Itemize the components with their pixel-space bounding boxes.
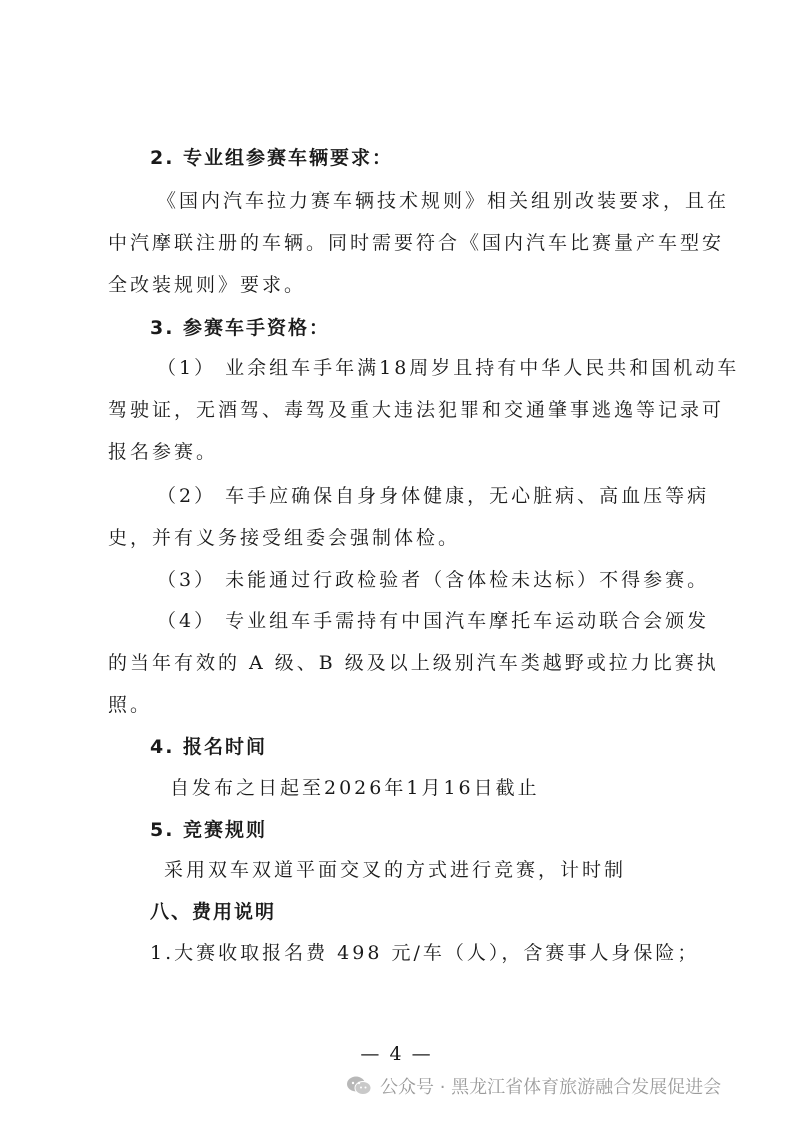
paragraph-line: （4） 专业组车手需持有中国汽车摩托车运动联合会颁发 <box>157 610 710 632</box>
paragraph-line: 的当年有效的 A 级、B 级及以上级别汽车类越野或拉力比赛执 <box>108 652 719 674</box>
heading-registration-time: 4. 报名时间 <box>150 736 268 758</box>
heading-vehicle-requirements: 2. 专业组参赛车辆要求： <box>150 147 394 169</box>
paragraph-line: 采用双车双道平面交叉的方式进行竞赛，计时制 <box>164 859 627 881</box>
heading-driver-qualification: 3. 参赛车手资格： <box>150 317 331 339</box>
heading-competition-rules: 5. 竞赛规则 <box>150 819 268 841</box>
paragraph-line: 照。 <box>108 694 153 716</box>
watermark-text: 公众号 · 黑龙江省体育旅游融合发展促进会 <box>380 1077 722 1098</box>
wechat-icon <box>346 1075 372 1097</box>
paragraph-line: （2） 车手应确保自身身体健康，无心脏病、高血压等病 <box>157 485 710 507</box>
page-number: — 4 — <box>360 1043 433 1065</box>
paragraph-line: （3） 未能通过行政检验者（含体检未达标）不得参赛。 <box>157 569 710 591</box>
paragraph-line: 《国内汽车拉力赛车辆技术规则》相关组别改装要求，且在 <box>157 190 730 212</box>
paragraph-line: 驾驶证，无酒驾、毒驾及重大违法犯罪和交通肇事逃逸等记录可 <box>108 399 725 421</box>
paragraph-line: 1.大赛收取报名费 498 元/车（人），含赛事人身保险； <box>150 942 700 964</box>
paragraph-line: 报名参赛。 <box>108 441 219 463</box>
paragraph-line: 中汽摩联注册的车辆。同时需要符合《国内汽车比赛量产车型安 <box>108 232 725 254</box>
paragraph-line: （1） 业余组车手年满18周岁且持有中华人民共和国机动车 <box>157 357 740 379</box>
paragraph-line: 自发布之日起至2026年1月16日截止 <box>170 777 540 799</box>
watermark <box>346 1073 721 1099</box>
heading-fee-description: 八、费用说明 <box>150 901 277 923</box>
paragraph-line: 史，并有义务接受组委会强制体检。 <box>108 527 461 549</box>
paragraph-line: 全改装规则》要求。 <box>108 274 307 296</box>
